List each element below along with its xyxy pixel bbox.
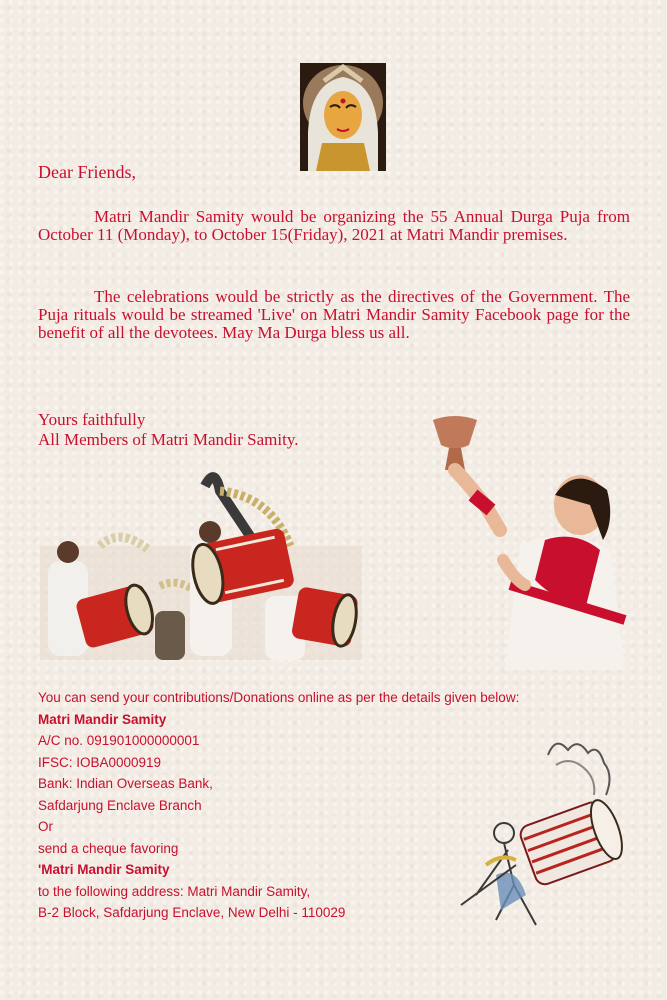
closing-line-yours: Yours faithfully [38,410,146,429]
address-line-1: to the following address: Matri Mandir Samity, [38,883,311,899]
closing-line-members: All Members of Matri Mandir Samity. [38,430,299,449]
address-line-2: B-2 Block, Safdarjung Enclave, New Delhi - 110029 [38,905,346,920]
bank-branch: Safdarjung Enclave Branch [38,797,202,813]
or-text: Or [38,819,53,834]
dhakis-drummers-image [40,466,362,660]
bank-name: Bank: Indian Overseas Bank, [38,776,213,791]
cheque-text: send a cheque favoring [38,840,179,856]
greeting: Dear Friends, [38,162,136,182]
donation-details [38,687,519,924]
closing [38,410,298,450]
durga-idol-image [300,63,386,171]
donation-intro: You can send your contributions/Donations online as per the details given below: [38,690,520,705]
account-name: Matri Mandir Samity [38,711,167,727]
paragraph-event-dates: Matri Mandir Samity would be organizing the 55 Annual Durga Puja from October 11 (Monday), to October 15(Friday), 2021 at Matri Mandir premises. [38,207,630,244]
cheque-payee: 'Matri Mandir Samity [38,862,170,877]
account-number: A/C no. 091901000000001 [38,733,200,748]
paragraph-celebration-details: The celebrations would be strictly as the directives of the Government. The Puja rituals would be streamed 'Live' on Matri Mandir Samity Facebook page for the benefit of all the devotees. May Ma Durga bless us all. [38,287,630,342]
ifsc-code: IFSC: IOBA0000919 [38,754,162,770]
dhunuchi-dancer-image [425,410,627,670]
